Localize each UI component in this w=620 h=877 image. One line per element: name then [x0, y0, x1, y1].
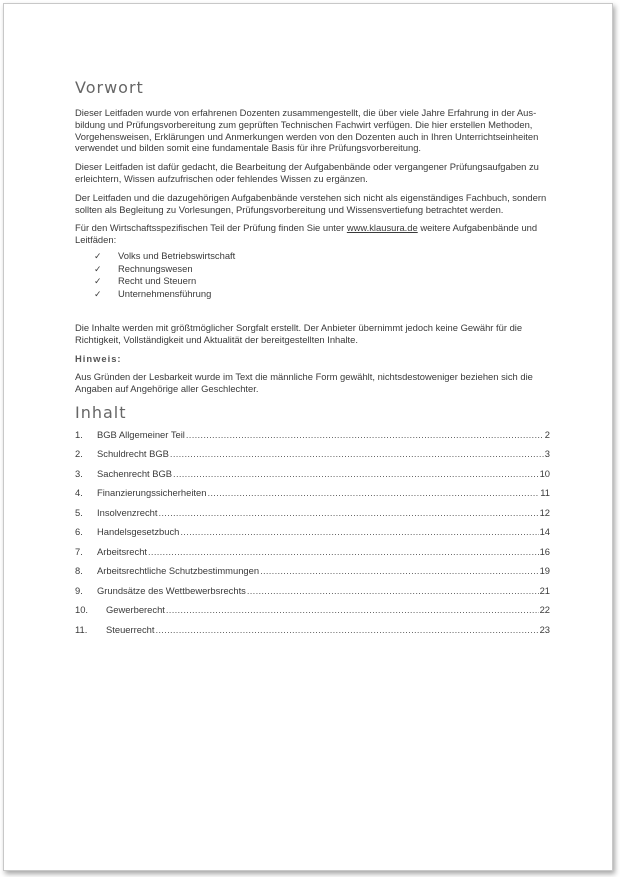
toc-entry[interactable] — [75, 448, 550, 468]
list-item-label: Volks und Betriebswirtschaft — [118, 249, 236, 261]
paragraph-4-text-before: Für den Wirtschaftsspezifischen Teil der Prüfung finden Sie unter — [75, 222, 347, 234]
guide-list — [75, 250, 550, 300]
checkmark-icon: ✓ — [94, 288, 102, 299]
list-item — [94, 288, 550, 301]
toc-number: 6. — [75, 526, 83, 538]
paragraph-4-text-after: weitere Aufgabenbände und Leitfäden: — [75, 222, 538, 246]
toc-dot-leader — [166, 604, 539, 616]
toc-entry[interactable] — [75, 468, 550, 488]
toc-title: Handelsgesetzbuch — [97, 526, 180, 538]
toc-dot-leader — [148, 546, 539, 558]
vorwort-paragraph-4 — [75, 222, 550, 246]
toc-dot-leader — [180, 526, 538, 538]
vorwort-heading: Vorwort — [75, 78, 144, 97]
toc-dot-leader — [155, 624, 538, 636]
toc-dot-leader — [173, 468, 539, 480]
toc-page-number: 23 — [539, 623, 550, 635]
toc-entry[interactable] — [75, 546, 550, 566]
toc-entry[interactable] — [75, 565, 550, 585]
toc-number: 1. — [75, 428, 83, 440]
toc-number: 8. — [75, 565, 83, 577]
toc-page-number: 21 — [539, 584, 550, 596]
toc-number: 2. — [75, 448, 83, 460]
toc-entry[interactable] — [75, 585, 550, 605]
toc-entry[interactable] — [75, 624, 550, 644]
list-item-label: Recht und Steuern — [118, 275, 197, 287]
toc-number: 10. — [75, 604, 89, 616]
vorwort-paragraph-1: Dieser Leitfaden wurde von erfahrenen Dozenten zusammengestellt, die über viele Jahre Erfahrung in der Aus-bildung und Prüfungsvorbereitung zum geprüften Technischen Fachwirt verfügen. Die hier erstellen Methoden, Vorgehensweisen, Erklärungen und Anmerkungen werden von den Dozenten auch in Ihren Unterrichtseinheiten verwendet und bilden somit eine fundamentale Basis für ihre Prüfungsvorbereitung. — [75, 107, 539, 154]
toc-dot-leader — [247, 585, 539, 597]
toc-title: Arbeitsrechtliche Schutzbestimmungen — [97, 565, 260, 577]
toc-entry[interactable] — [75, 507, 550, 527]
page-content — [75, 78, 550, 643]
toc-dot-leader — [260, 565, 539, 577]
toc-dot-leader — [170, 448, 544, 460]
toc-page-number: 3 — [544, 448, 550, 460]
toc-number: 5. — [75, 506, 83, 518]
list-item — [94, 250, 550, 263]
vorwort-paragraph-5: Die Inhalte werden mit größtmöglicher Sorgfalt erstellt. Der Anbieter übernimmt jedoch keine Gewähr für die Richtigkeit, Vollständigkeit und Aktualität der bereitgestellten Inhalte. — [75, 322, 523, 346]
toc-title: Sachenrecht BGB — [97, 467, 173, 479]
toc-page-number: 12 — [539, 506, 550, 518]
toc-entry[interactable] — [75, 429, 550, 449]
toc-title: Arbeitsrecht — [97, 545, 148, 557]
toc-page-number: 22 — [539, 604, 550, 616]
document-page — [3, 3, 613, 871]
toc-dot-leader — [207, 487, 539, 499]
table-of-contents — [75, 429, 550, 644]
toc-entry[interactable] — [75, 526, 550, 546]
hinweis-label: Hinweis: — [75, 352, 122, 364]
toc-dot-leader — [158, 507, 538, 519]
toc-entry[interactable] — [75, 604, 550, 624]
list-item-label: Rechnungswesen — [118, 262, 193, 274]
toc-dot-leader — [186, 429, 544, 441]
inhalt-heading: Inhalt — [75, 402, 127, 422]
toc-title: Finanzierungssicherheiten — [97, 487, 207, 499]
toc-page-number: 14 — [539, 526, 550, 538]
checkmark-icon: ✓ — [94, 276, 102, 287]
toc-title: Steuerrecht — [106, 623, 155, 635]
list-item — [94, 263, 550, 276]
toc-number: 11. — [75, 623, 88, 635]
toc-entry[interactable] — [75, 487, 550, 507]
toc-title: Grundsätze des Wettbewerbsrechts — [97, 584, 246, 596]
toc-number: 9. — [75, 584, 83, 596]
vorwort-paragraph-3: Der Leitfaden und die dazugehörigen Aufgabenbände verstehen sich nicht als eigenständiges Fachbuch, sondern sollten als Begleitung zu Vorlesungen, Prüfungsvorbereitung und Wissensvertiefung betrachtet werden. — [75, 191, 547, 215]
toc-page-number: 2 — [544, 428, 550, 440]
toc-title: Insolvenzrecht — [97, 506, 158, 518]
toc-page-number: 11 — [540, 487, 550, 499]
toc-number: 7. — [75, 545, 83, 557]
toc-number: 3. — [75, 467, 83, 479]
list-item — [94, 275, 550, 288]
toc-title: BGB Allgemeiner Teil — [97, 428, 185, 440]
toc-number: 4. — [75, 487, 83, 499]
checkmark-icon: ✓ — [94, 263, 102, 274]
toc-page-number: 19 — [539, 565, 550, 577]
vorwort-paragraph-6: Aus Gründen der Lesbarkeit wurde im Text die männliche Form gewählt, nichtsdestoweniger beziehen sich die Angaben auf Angehörige aller Geschlechter. — [75, 370, 533, 394]
toc-page-number: 10 — [539, 467, 550, 479]
toc-title: Gewerberecht — [106, 604, 165, 616]
klausura-link[interactable]: www.klausura.de — [346, 222, 418, 234]
list-item-label: Unternehmensführung — [118, 287, 212, 299]
vorwort-paragraph-2: Dieser Leitfaden ist dafür gedacht, die Bearbeitung der Aufgabenbände oder vergangener Prüfungsaufgaben zu erleichtern, Wissen aufzufrischen oder fehlendes Wissen zu ergänzen. — [75, 161, 539, 184]
toc-title: Schuldrecht BGB — [97, 448, 169, 460]
checkmark-icon: ✓ — [94, 250, 102, 261]
toc-page-number: 16 — [539, 545, 550, 557]
